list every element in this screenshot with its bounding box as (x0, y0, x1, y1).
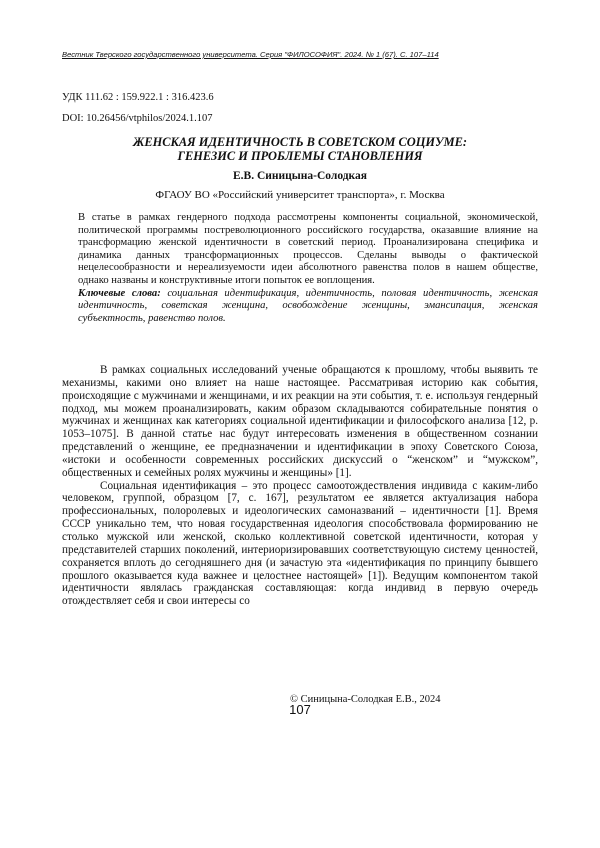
keywords-text: социальная идентификация, идентичность, половая идентичность, женская идентичность, советская женщина, освобождение женщины, эмансипация, женская субъектность, равенство полов. (78, 287, 538, 324)
abstract (78, 212, 538, 325)
keywords (78, 288, 538, 326)
copyright: © Синицына-Солодкая Е.В., 2024 (290, 694, 441, 705)
abstract-text: В статье в рамках гендерного подхода рассмотрены компоненты социальной, экономической, политической программы постреволюционного российского государства, оказавшие влияние на трансформацию женской идентичности в советский период. Проанализирована специфика и динамика данных трансформационных процессов. Сделаны выводы о фактической нецелесообразности и нереализуемости идеи абсолютного равенства полов в нашем обществе, однако названы и конструктивные итоги попыток ее воплощения. (78, 212, 538, 286)
body-paragraph-2: Социальная идентификация – это процесс самоотождествления индивида с каким-либо человеком, группой, образцом [7, с. 167], результатом ее является актуализация набора профессиональных, полоролевых и идеологических самоназваний – идентичности [1]. Время СССР уникально тем, что новая государственная идеология способствовала формированию не столько мужской или женской, сколько коллективной советской идентичности, которая у представителей старших поколений, интериоризировавших соответствующую систему ценностей, сохраняется вплоть до сегодняшнего дня (и зачастую эта «идентификация по принципу бывшего прошлого оказывается куда важнее и целостнее настоящей» [1]). Ведущим компонентом такой идентичности являлась гражданская составляющая: когда индивид в первую очередь отождествляет себя и свои интересы со (62, 479, 538, 608)
udc-code: УДК 111.62 : 159.922.1 : 316.423.6 (62, 92, 214, 103)
title-line-1: ЖЕНСКАЯ ИДЕНТИЧНОСТЬ В СОВЕТСКОМ СОЦИУМЕ: (132, 135, 468, 149)
article-title (62, 135, 538, 163)
author-name: Е.В. Синицына-Солодкая (233, 170, 367, 182)
body-paragraph-1: В рамках социальных исследований ученые обращаются к прошлому, чтобы выявить те механизмы, какими оно влияет на наше настоящее. Рассматривая историю как события, происходящие с мужчинами и женщинами, и их реакции на эти события, т. е. используя гендерный подход, мы можем проанализировать, каким образом складываются собирательные понятия о мужчинах и женщинах как категориях социальной идентификации и философского анализа [12, p. 1053–1075]. В данной статье нас будут интересовать изменения в общественном сознании представлений о женщине, ее предназначении и идентификации в эпоху Советского Союза, «истоки и особенности современных российских дискуссий о “женском” и “мужском”, общественных и семейных ролях мужчины и женщины» [1]. (62, 364, 538, 479)
title-line-2: ГЕНЕЗИС И ПРОБЛЕМЫ СТАНОВЛЕНИЯ (177, 149, 423, 163)
doi: DOI: 10.26456/vtphilos/2024.1.107 (62, 113, 213, 124)
affiliation: ФГАОУ ВО «Российский университет транспорта», г. Москва (155, 189, 445, 201)
page-number: 107 (289, 702, 311, 717)
journal-header: Вестник Тверского государственного университета. Серия "ФИЛОСОФИЯ". 2024. № 1 (67). С. 107–114 (62, 50, 439, 59)
keywords-label: Ключевые слова: (78, 287, 161, 299)
article-body (62, 364, 538, 608)
